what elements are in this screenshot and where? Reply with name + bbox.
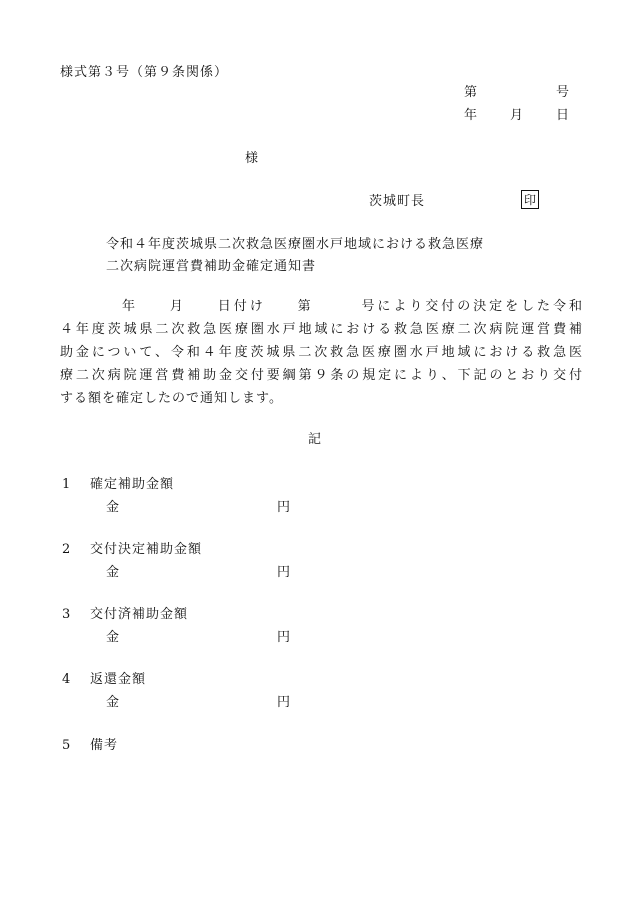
- body-line-1: 年 月 日付け 第 号により交付の決定をした令和: [122, 299, 582, 314]
- seal-stamp: 印: [521, 190, 539, 209]
- item-2-number: 2: [62, 542, 71, 557]
- item-2-label: 交付決定補助金額: [90, 542, 203, 557]
- item-1-label: 確定補助金額: [90, 477, 175, 492]
- date-day: 日: [556, 108, 570, 123]
- issuer-title: 茨城町長: [369, 194, 426, 209]
- number-suffix: 号: [556, 85, 570, 100]
- item-5-number: 5: [62, 738, 71, 753]
- date-year: 年: [464, 108, 478, 123]
- date-month: 月: [510, 108, 524, 123]
- document-title-line2: 二次病院運営費補助金確定通知書: [106, 259, 317, 274]
- item-4-number: 4: [62, 672, 71, 687]
- item-1-unit: 円: [277, 500, 291, 515]
- body-line-3: 助金について、令和４年度茨城県二次救急医療圏水戸地域における救急医: [60, 345, 582, 360]
- item-3-prefix: 金: [106, 630, 120, 645]
- body-paragraph: [60, 300, 582, 410]
- item-3-unit: 円: [277, 630, 291, 645]
- ki-heading: 記: [308, 432, 322, 447]
- item-2-unit: 円: [277, 565, 291, 580]
- item-2-prefix: 金: [106, 565, 120, 580]
- item-1-prefix: 金: [106, 500, 120, 515]
- item-4-unit: 円: [277, 695, 291, 710]
- body-line-5: する額を確定したので通知します。: [60, 391, 283, 406]
- document-title-line1: 令和４年度茨城県二次救急医療圏水戸地域における救急医療: [106, 237, 485, 252]
- body-line-2: ４年度茨城県二次救急医療圏水戸地域における救急医療二次病院運営費補: [60, 322, 582, 337]
- item-3-label: 交付済補助金額: [90, 607, 189, 622]
- item-1-number: 1: [62, 477, 71, 492]
- addressee-honorific: 様: [245, 151, 259, 166]
- item-5-label: 備考: [90, 738, 119, 753]
- form-label: 様式第３号（第９条関係）: [60, 65, 229, 80]
- number-prefix: 第: [464, 85, 478, 100]
- item-4-prefix: 金: [106, 695, 120, 710]
- body-line-4: 療二次病院運営費補助金交付要綱第９条の規定により、下記のとおり交付: [60, 368, 582, 383]
- item-4-label: 返還金額: [90, 672, 147, 687]
- item-3-number: 3: [62, 607, 71, 622]
